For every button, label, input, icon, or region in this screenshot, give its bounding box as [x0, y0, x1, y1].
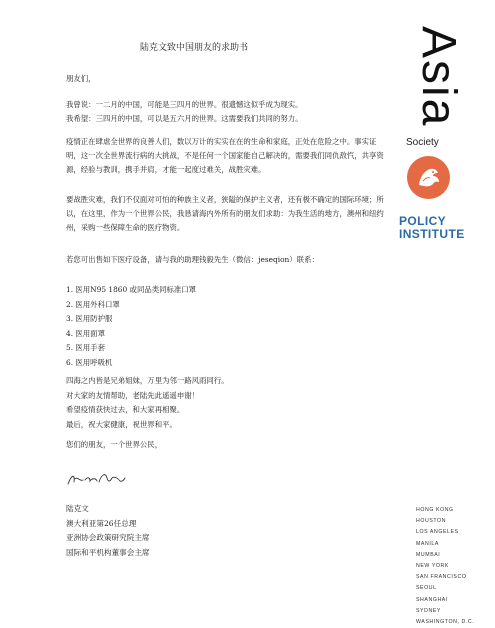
paragraph-1: 我曾说：一二月的中国，可能是三四月的世界。很遗憾这似乎成为现实。 我希望：三四月的中国，可以是五六月的世界。这需要我们共同的努力。: [66, 100, 303, 123]
policy-institute-label: [399, 215, 465, 241]
list-item: HONG KONG: [416, 507, 454, 513]
signer-name: 陆克文: [66, 504, 89, 513]
list-item: 5. 医用手套: [66, 343, 105, 353]
signer-block: [66, 502, 150, 560]
signer-title: 亚洲协会政策研究院主席: [66, 533, 150, 542]
list-item: HOUSTON: [416, 518, 447, 525]
paragraph-2: 疫情正在肆虐全世界的良善人们，数以万计的实实在在的生命和家庭，正处在危险之中。事实证明，这一次全世界流行病的大挑战，不是任何一个国家能自己解决的，需要我们同仇敌忾，共享资源，经验与教训，携手并肩，才能一起度过难关，战胜灾难。: [66, 137, 384, 174]
list-item: 2. 医用外科口罩: [66, 299, 120, 309]
asia-logo: Asia: [412, 26, 465, 128]
letter-title: 陆克文致中国朋友的求助书: [140, 43, 249, 53]
poem: [66, 374, 391, 432]
list-item: WASHINGTON, D.C.: [416, 619, 475, 626]
list-item: SEOUL: [416, 585, 437, 592]
list-item: 3. 医用防护服: [66, 314, 113, 324]
asia-society-seal-icon: [406, 155, 451, 200]
list-item: SAN FRANCISCO: [416, 574, 467, 581]
poem-line: 四海之内皆是兄弟姐妹，万里为邻一路风雨同行。: [66, 376, 229, 385]
list-item: 4. 医用面罩: [66, 328, 105, 338]
list-item: MANILA: [416, 540, 439, 547]
signer-title: 澳大利亚第26任总理: [66, 518, 137, 528]
signature-image: [66, 470, 126, 488]
institute-line: INSTITUTE: [399, 227, 465, 241]
list-item: LOS ANGELES: [416, 529, 459, 536]
sign-off: 您们的朋友，一个世界公民，: [66, 440, 163, 449]
paragraph-3: 要战胜灾难，我们不仅面对可怕的种族主义者，狭隘的保护主义者，还有极不确定的国际环境；所以，在这里，作为一个世界公民，我恳请海内外所有的朋友们求助：为我生活的地方，澳州和纽约州，采购一些保障生命的医疗物资。: [66, 195, 384, 232]
list-item: NEW YORK: [416, 563, 449, 570]
poem-line: 最后，祝大家健康，祝世界和平。: [66, 419, 177, 429]
poem-line: 对大家的友情帮助，老陆先此遥遥申谢！: [66, 390, 200, 400]
supplies-list: [66, 283, 196, 371]
list-item: SYDNEY: [416, 607, 441, 614]
signer-title: 国际和平机构董事会主席: [66, 547, 150, 557]
greeting: 朋友们，: [66, 74, 96, 83]
list-item: 1. 医用N95 1860 或同品类同标准口罩: [66, 285, 197, 294]
contact-line: 若您可出售如下医疗设备，请与我的助理钱毅先生（微信：jeseqion）联系：: [66, 255, 319, 264]
policy-line: POLICY: [399, 214, 447, 228]
list-item: SHANGHAI: [416, 596, 448, 603]
office-cities-list: [416, 505, 474, 628]
list-item: 6. 医用呼吸机: [66, 357, 113, 367]
society-label: Society: [406, 137, 439, 148]
list-item: MUMBAI: [416, 551, 441, 558]
poem-line: 希望疫情获快过去，和大家再相聚。: [66, 405, 185, 414]
